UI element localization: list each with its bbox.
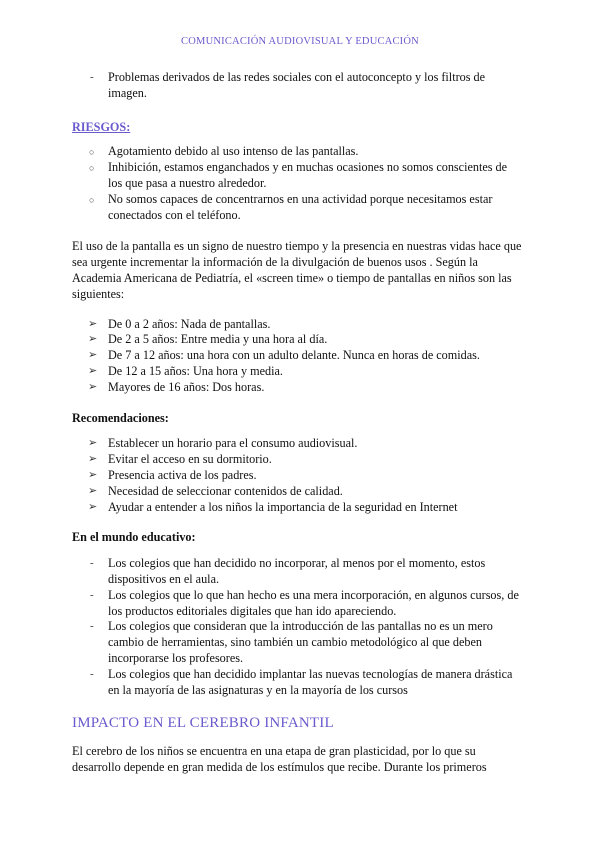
dash-bullet-icon: - [90, 620, 94, 633]
list-item: ➢ De 7 a 12 años: una hora con un adulto delante. Nunca en horas de comidas. [88, 348, 480, 363]
screen-time-paragraph: El uso de la pantalla es un signo de nuestro tiempo y la presencia en nuestras vidas hace que sea urgente incrementar la información de la divulgación de buenos usos . Según la Academia Americana de Pediatría, el «screen time» o tiempo de pantallas en niños son las siguientes: [72, 239, 522, 301]
arrow-bullet-icon: ➢ [88, 437, 98, 450]
list-item: - Los colegios que lo que han hecho es una mera incorporación, en algunos cursos, de los productos editoriales digitales que han ido apareciendo. [90, 587, 519, 618]
list-item: ○ Inhibición, estamos enganchados y en muchas ocasiones no somos conscientes de los que pasa a nuestro alrededor. [89, 160, 508, 190]
educativo-heading: En el mundo educativo: [72, 530, 196, 545]
list-item: ➢ De 0 a 2 años: Nada de pantallas. [88, 316, 271, 331]
dash-bullet-icon: - [90, 557, 94, 570]
arrow-bullet-icon: ➢ [88, 364, 98, 377]
list-item: ➢ Establecer un horario para el consumo audiovisual. [88, 436, 358, 451]
screen-time-list [72, 317, 524, 396]
list-item: ○ No somos capaces de concentrarnos en una actividad porque necesitamos estar conectados con el teléfono. [89, 191, 493, 222]
list-item: ➢ Mayores de 16 años: Dos horas. [88, 379, 265, 394]
circle-bullet-icon: ○ [89, 194, 95, 205]
list-item: ➢ Evitar el acceso en su dormitorio. [88, 452, 272, 467]
arrow-bullet-icon: ➢ [88, 380, 98, 393]
circle-bullet-icon: ○ [89, 147, 95, 158]
list-item: - Los colegios que consideran que la introducción de las pantallas no es un mero cambio de herramientas, sino también un cambio metodológico al que deben incorporarse los profesores. [90, 619, 493, 665]
list-item: ○ Agotamiento debido al uso intenso de las pantallas. [72, 144, 524, 160]
arrow-bullet-icon: ➢ [88, 349, 98, 362]
dash-bullet-icon: - [90, 71, 94, 83]
recomendaciones-heading: Recomendaciones: [72, 410, 169, 425]
riesgos-list [72, 144, 524, 223]
list-item: - Los colegios que han decidido no incorporar, al menos por el momento, estos dispositivos en el aula. [90, 556, 486, 586]
arrow-bullet-icon: ➢ [88, 453, 98, 466]
riesgos-heading: RIESGOS: [72, 119, 131, 134]
educativo-list [72, 556, 524, 698]
impacto-heading: IMPACTO EN EL CEREBRO INFANTIL [72, 715, 334, 732]
recomendaciones-list [72, 436, 524, 515]
running-header: COMUNICACIÓN AUDIOVISUAL Y EDUCACIÓN [181, 36, 419, 47]
page-content [72, 70, 524, 776]
dash-bullet-icon: - [90, 667, 94, 680]
arrow-bullet-icon: ➢ [88, 333, 98, 346]
impacto-paragraph: El cerebro de los niños se encuentra en una etapa de gran plasticidad, por lo que su desarrollo depende en gran medida de los estímulos que recibe. Durante los primeros [72, 744, 487, 774]
arrow-bullet-icon: ➢ [88, 317, 98, 330]
dash-bullet-icon: - [90, 588, 94, 601]
list-item: - Problemas derivados de las redes sociales con el autoconcepto y los filtros de imagen. [90, 70, 486, 100]
list-item: ➢ De 12 a 15 años: Una hora y media. [88, 363, 283, 378]
intro-list [72, 70, 524, 102]
arrow-bullet-icon: ➢ [88, 500, 98, 513]
arrow-bullet-icon: ➢ [88, 484, 98, 497]
list-item: ➢ De 2 a 5 años: Entre media y una hora al día. [88, 332, 328, 347]
list-item: ➢ Presencia activa de los padres. [88, 467, 257, 482]
list-item: ➢ Necesidad de seleccionar contenidos de calidad. [88, 483, 343, 498]
circle-bullet-icon: ○ [89, 163, 95, 174]
list-item: ➢ Ayudar a entender a los niños la importancia de la seguridad en Internet [88, 499, 458, 514]
arrow-bullet-icon: ➢ [88, 468, 98, 481]
list-item: - Los colegios que han decidido implantar las nuevas tecnologías de manera drástica en la mayoría de las asignaturas y en la mayoría de los cursos [90, 666, 513, 697]
